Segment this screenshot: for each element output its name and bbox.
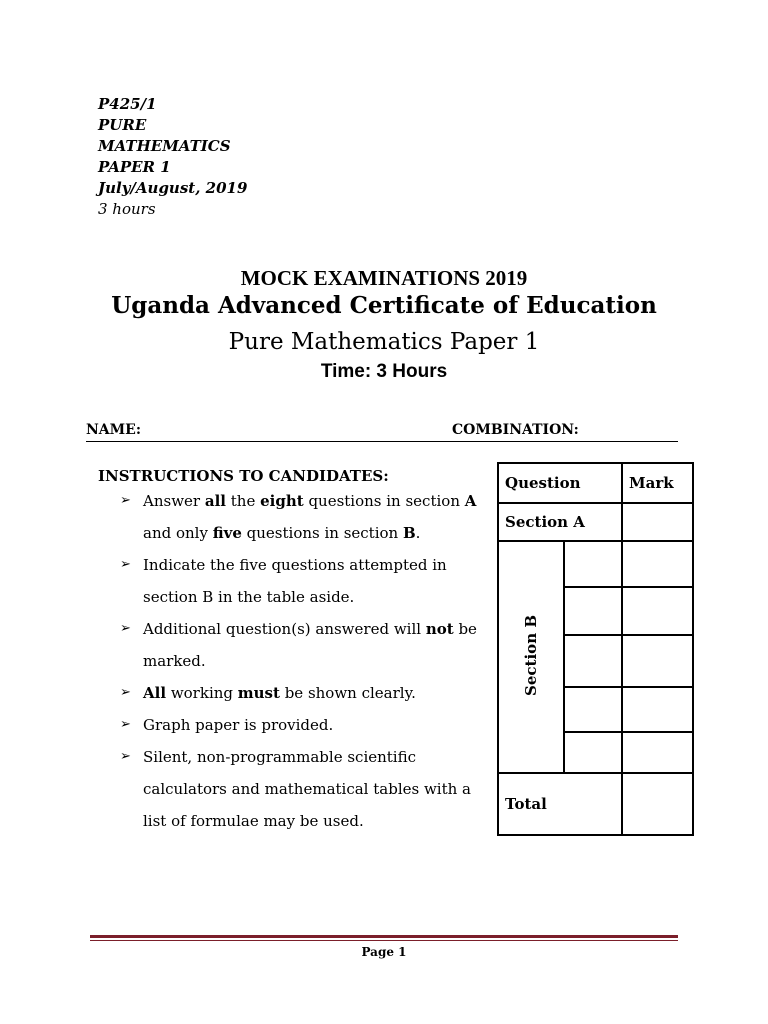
subject-line-2: MATHEMATICS <box>98 137 231 155</box>
instructions-list <box>120 485 480 837</box>
section-a-label: Section A <box>498 503 622 541</box>
question-number-cell[interactable] <box>564 687 622 732</box>
subject-line-1: PURE <box>98 116 147 134</box>
section-b-label: Section B <box>522 614 540 696</box>
question-number-cell[interactable] <box>564 732 622 773</box>
instruction-item: ➢ Silent, non-programmable scientific calculators and mathematical tables with a list of formulae may be used. <box>120 741 480 837</box>
instruction-item: ➢ Indicate the five questions attempted in section B in the table aside. <box>120 549 480 613</box>
certificate-title: Uganda Advanced Certificate of Education <box>111 292 657 319</box>
question-number-cell[interactable] <box>564 541 622 587</box>
marks-table <box>497 462 694 836</box>
section-b-cell <box>498 541 564 773</box>
arrow-bullet-icon: ➢ <box>120 621 131 636</box>
total-mark-cell[interactable] <box>622 773 693 835</box>
footer-rule <box>90 935 678 938</box>
table-row <box>498 773 693 835</box>
paper-code: P425/1 <box>98 95 157 113</box>
arrow-bullet-icon: ➢ <box>120 749 131 764</box>
instructions-title: INSTRUCTIONS TO CANDIDATES: <box>98 467 389 485</box>
total-label: Total <box>498 773 622 835</box>
mark-cell[interactable] <box>622 732 693 773</box>
candidate-fields <box>86 422 678 442</box>
arrow-bullet-icon: ➢ <box>120 493 131 508</box>
time-allowed: Time: 3 Hours <box>320 361 448 382</box>
instruction-item: ➢ Answer all the eight questions in section A and only five questions in section B. <box>120 485 480 549</box>
question-number-cell[interactable] <box>564 635 622 687</box>
mock-title: MOCK EXAMINATIONS 2019 <box>240 266 528 290</box>
mark-cell[interactable] <box>622 587 693 635</box>
combination-field-label: COMBINATION: <box>452 422 579 438</box>
instruction-item: ➢ Additional question(s) answered will not be marked. <box>120 613 480 677</box>
footer-rule-thin <box>90 940 678 941</box>
mark-cell[interactable] <box>622 635 693 687</box>
arrow-bullet-icon: ➢ <box>120 557 131 572</box>
table-header-row <box>498 463 693 503</box>
exam-duration: 3 hours <box>98 200 156 218</box>
name-field-label: NAME: <box>86 422 141 438</box>
mark-cell[interactable] <box>622 687 693 732</box>
page-number: Page 1 <box>361 945 407 959</box>
mark-column-header: Mark <box>622 463 693 503</box>
arrow-bullet-icon: ➢ <box>120 685 131 700</box>
question-number-cell[interactable] <box>564 587 622 635</box>
table-row <box>498 541 693 587</box>
paper-metadata <box>98 94 247 220</box>
exam-date: July/August, 2019 <box>98 179 248 197</box>
paper-title: Pure Mathematics Paper 1 <box>228 329 540 355</box>
table-row <box>498 503 693 541</box>
instruction-item: ➢ Graph paper is provided. <box>120 709 480 741</box>
mark-cell[interactable] <box>622 541 693 587</box>
paper-number: PAPER 1 <box>98 158 171 176</box>
section-a-mark-cell[interactable] <box>622 503 693 541</box>
question-column-header: Question <box>498 463 622 503</box>
arrow-bullet-icon: ➢ <box>120 717 131 732</box>
instruction-item: ➢ All working must be shown clearly. <box>120 677 480 709</box>
